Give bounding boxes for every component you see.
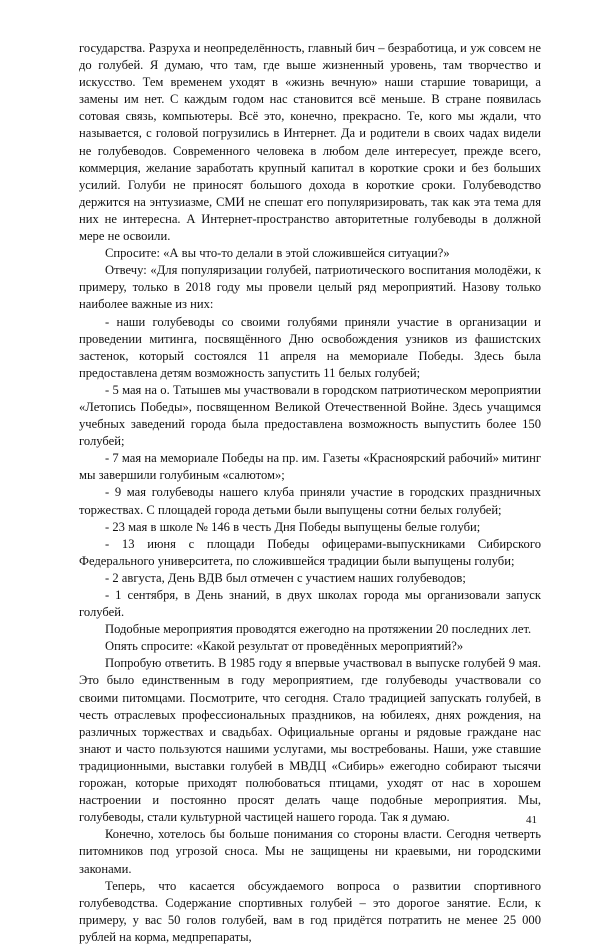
page-number: 41 [526,814,537,826]
paragraph: Подобные мероприятия проводятся ежегодно на протяжении 20 последних лет. [105,622,532,637]
list-item: - 5 мая на о. Татышев мы участвовали в городском патриотическом мероприятии «Летопись Победы», посвященном Великой Отечественной Войне. Здесь учащимся учебных заведений города была предоставлена возможность выпустить более 150 голубей; [79,382,541,449]
paragraph: Конечно, хотелось бы больше понимания со стороны власти. Сегодня четверть питомников под угрозой сноса. Мы не защищены ни краевыми, ни городскими законами. [79,827,541,876]
paragraph: государства. Разруха и неопределённость, главный бич – безработица, и уж совсем не до голубей. Я думаю, что там, где выше жизненный уровень, там творчество и искусство. Тем временем уходят в «жизнь вечную» наши старшие товарищи, а замены им нет. С каждым годом нас становится всё меньше. В стране появилась сотовая связь, компьютеры. Всё это, конечно, прекрасно. Те, кого мы ждали, что называется, с головой погрузились в Интернет. Да и родители в своих чадах видели не голубеводов. Современного человека в любом деле интересует, прежде всего, коммерция, желание заработать крупный капитал в короткие сроки и без больших усилий. Голуби не приносят большого дохода в короткие сроки. Голубеводство держится на энтузиазме, СМИ не спешат его популяризировать, так как эта тема для них не интересна. А Интернет-пространство авторитетные голубеводы в должной мере не освоили. [79,41,541,244]
list-item: - 7 мая на мемориале Победы на пр. им. Газеты «Красноярский рабочий» митинг мы завершили голубиным «салютом»; [79,451,541,483]
paragraph: Попробую ответить. В 1985 году я впервые участвовал в выпуске голубей 9 мая. Это было единственным в году мероприятием, где голубеводы участвовали со своими питомцами. Посмотрите, что сегодня. Стало традицией запускать голубей, в честь отраслевых профессиональных праздников, на юбилеях, днях рождения, на различных торжествах и свадьбах. Официальные органы и рядовые граждане нас знают и часто пользуются нашими услугами, мы востребованы. Наши, уже ставшие традиционными, выставки голубей в МВДЦ «Сибирь» ежегодно собирают тысячи горожан, которые приходят полюбоваться птицами, уходят от нас в хорошем настроении и постоянно просят делать чаще подобные мероприятия. Мы, голубеводы, стали культурной частицей нашего города. Так я думаю. [79,656,541,825]
list-item: - 9 мая голубеводы нашего клуба приняли участие в городских праздничных торжествах. С площадей города детьми были выпущены сотни белых голубей; [79,485,541,517]
paragraph: Отвечу: «Для популяризации голубей, патриотического воспитания молодёжи, к примеру, только в 2018 году мы провели целый ряд мероприятий. Назову только наиболее важные из них: [79,263,541,312]
list-item: - 1 сентября, в День знаний, в двух школах города мы организовали запуск голубей. [79,588,541,620]
list-item: - 2 августа, День ВДВ был отмечен с участием наших голубеводов; [105,570,466,585]
paragraph: Спросите: «А вы что-то делали в этой сложившейся ситуации?» [105,246,450,261]
list-item: - наши голубеводы со своими голубями приняли участие в организации и проведении митинга, посвящённого Дню освобождения узников из фашистских застенок, который состоялся 11 апреля на мемориале Победы. Здесь была предоставлена детям возможность запустить 11 белых голубей; [79,314,541,380]
list-item: - 23 мая в школе № 146 в честь Дня Победы выпущены белые голуби; [105,519,481,534]
text-body [79,40,541,946]
paragraph: Теперь, что касается обсуждаемого вопроса о развитии спортивного голубеводства. Содержание спортивных голубей – это дорогое занятие. Если, к примеру, у вас 50 голов голубей, вам в год придётся потратить не менее 25 000 рублей на корма, медпрепараты, [79,878,541,944]
paragraph: Опять спросите: «Какой результат от проведённых мероприятий?» [105,639,464,654]
list-item: - 13 июня с площади Победы офицерами-выпускниками Сибирского Федерального университета, по сложившейся традиции были выпущены голуби; [79,536,541,568]
